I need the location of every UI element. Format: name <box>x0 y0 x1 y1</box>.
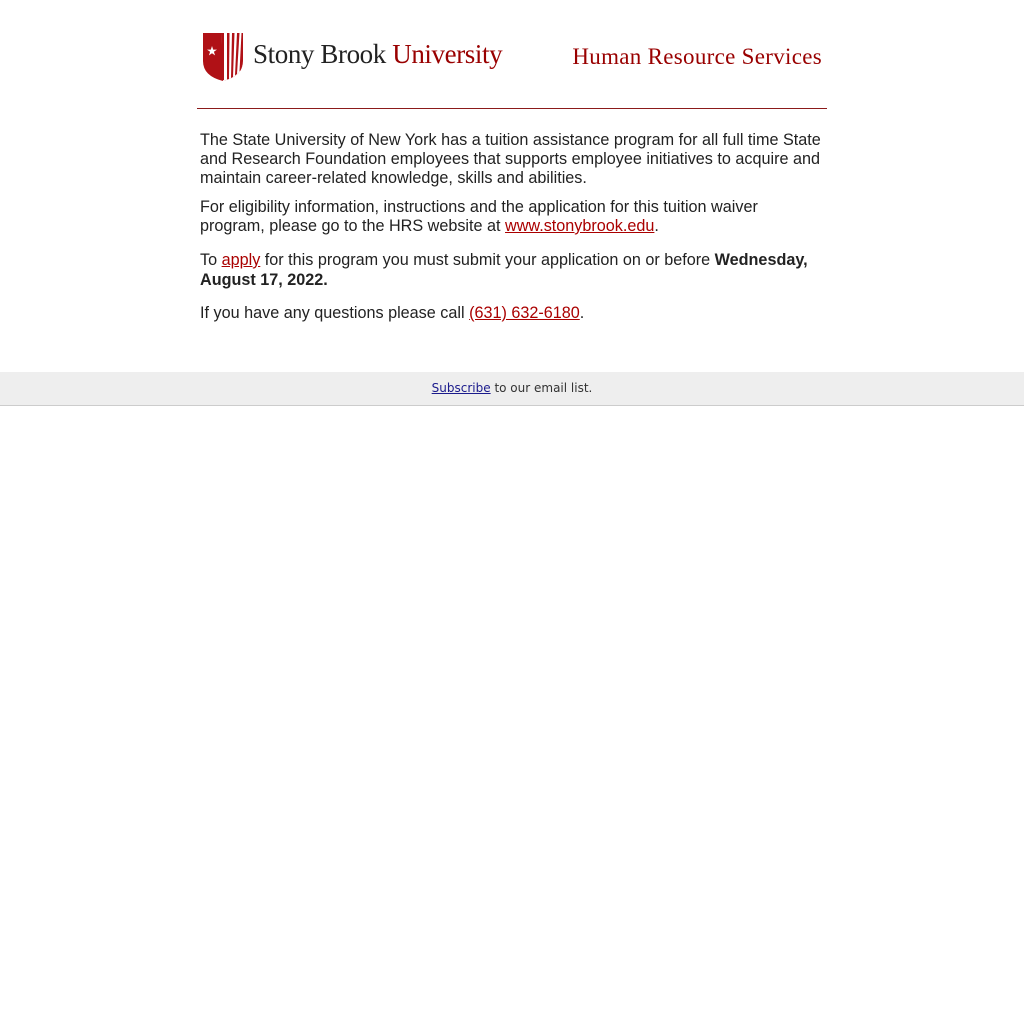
phone-link[interactable]: (631) 632-6180 <box>469 304 580 322</box>
subscribe-link[interactable]: Subscribe <box>431 381 491 395</box>
wordmark-stony-brook: Stony Brook <box>253 39 393 69</box>
intro-paragraph: The State University of New York has a tuition assistance program for all full time State and Research Foundation employees that supports employee initiatives to acquire and maintain career-related knowledge, skills and abilities. <box>200 131 821 187</box>
apply-link[interactable]: apply <box>221 251 261 269</box>
eligibility-paragraph <box>200 198 824 236</box>
message-body <box>197 109 827 323</box>
hrs-website-link[interactable]: www.stonybrook.edu <box>505 217 655 235</box>
eligibility-text: For eligibility information, instructions and the application for this tuition waiver program, please go to the HRS website at <box>200 198 758 235</box>
wordmark-university: University <box>392 39 503 69</box>
deadline-date: Wednesday, August 17, 2022. <box>200 251 808 289</box>
contact-period: . <box>579 304 585 322</box>
header <box>197 0 827 109</box>
deadline-text-middle: for this program you must submit your application on or before <box>260 251 715 269</box>
footer-text: to our email list. <box>490 381 593 395</box>
shield-icon <box>201 31 245 82</box>
deadline-paragraph <box>200 250 824 290</box>
deadline-text-start: To <box>200 251 222 269</box>
contact-text: If you have any questions please call <box>200 304 470 322</box>
department-title: Human Resource Services <box>572 44 822 69</box>
university-wordmark <box>253 39 502 70</box>
eligibility-period: . <box>654 217 659 235</box>
university-logo[interactable] <box>201 31 502 82</box>
email-container <box>197 0 827 333</box>
footer-bar <box>0 372 1024 406</box>
contact-paragraph <box>200 304 824 323</box>
